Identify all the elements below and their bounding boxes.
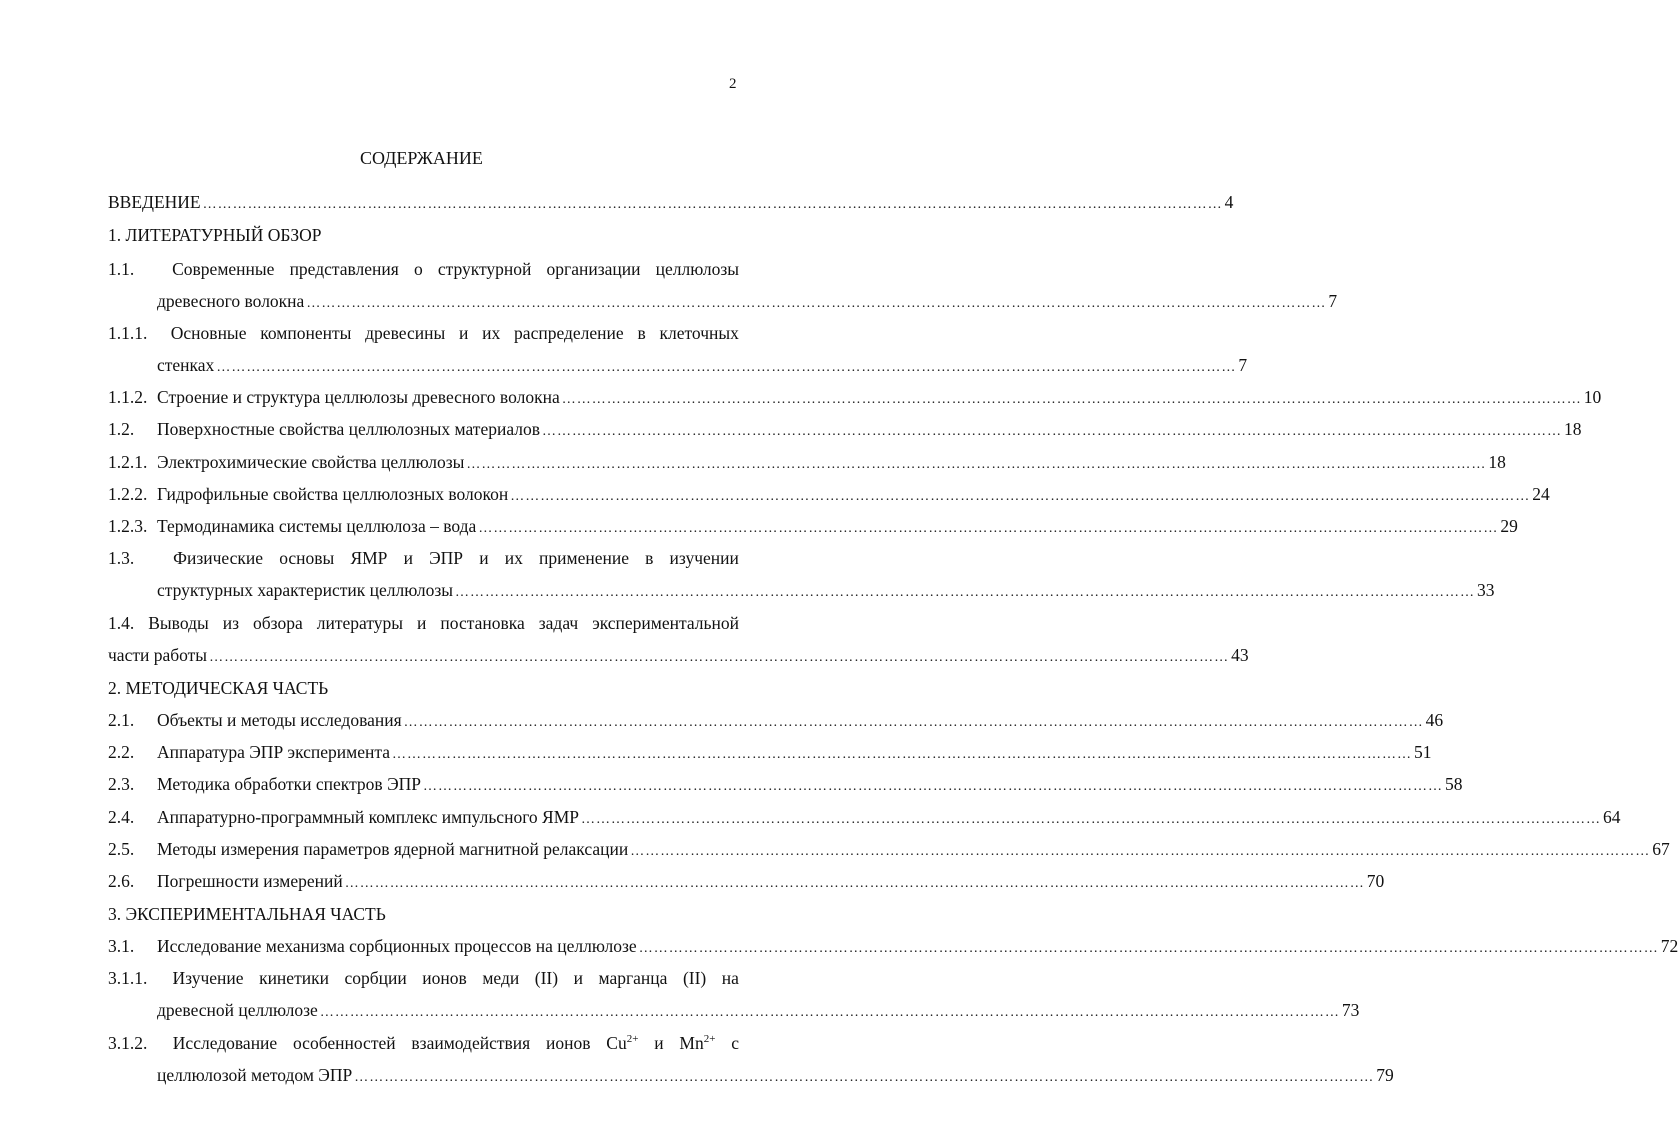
toc-entry-1-3-line2[interactable]: структурных характеристик целлюлозы …………………………………………………………………………………………………………………………………………………………………………………… 33	[157, 580, 1495, 600]
toc-section-number: 1.2.1.	[108, 452, 148, 472]
toc-entry-3-1-1-line2[interactable]: древесной целлюлозе …………………………………………………………………………………………………………………………………………………………………………………… 73	[157, 1000, 1360, 1020]
toc-section-number: 1.1.2.	[108, 387, 148, 407]
page-number: 2	[729, 76, 737, 92]
toc-entry-1-1-line2[interactable]: древесного волокна …………………………………………………………………………………………………………………………………………………………………………………… 7	[157, 291, 1338, 311]
toc-chapter-1[interactable]: 1. ЛИТЕРАТУРНЫЙ ОБЗОР	[108, 225, 322, 245]
toc-section-number: 1.2.	[108, 419, 135, 439]
toc-section-number: 3.1.	[108, 936, 135, 956]
toc-entry-1-2[interactable]: 1.2. Поверхностные свойства целлюлозных материалов …………………………………………………………………………………………………………………………………………………………………………………… 18	[108, 419, 1582, 439]
toc-section-number: 1.2.3.	[108, 516, 148, 536]
toc-section-number: 2.4.	[108, 807, 135, 827]
toc-entry-2-3[interactable]: 2.3. Методика обработки спектров ЭПР …………………………………………………………………………………………………………………………………………………………………………………… 58	[108, 774, 1463, 794]
toc-section-number: 2.3.	[108, 774, 135, 794]
toc-entry-1-2-3[interactable]: 1.2.3. Термодинамика системы целлюлоза – вода …………………………………………………………………………………………………………………………………………………………………………………… 29	[108, 516, 1518, 536]
toc-section-number: 2.6.	[108, 871, 135, 891]
toc-entry-1-1-1-line1[interactable]: 1.1.1. Основные компоненты древесины и их распределение в клеточных	[108, 323, 739, 343]
toc-chapter-2[interactable]: 2. МЕТОДИЧЕСКАЯ ЧАСТЬ	[108, 678, 329, 698]
toc-section-number: 1.3.	[108, 548, 135, 568]
toc-section-number: 1.1.	[108, 259, 135, 279]
toc-section-number: 1.2.2.	[108, 484, 148, 504]
toc-page-number: 70	[1366, 871, 1385, 891]
toc-page-number: 24	[1532, 484, 1550, 504]
toc-entry-3-1-2-line2[interactable]: целлюлозой методом ЭПР …………………………………………………………………………………………………………………………………………………………………………………… 79	[157, 1065, 1394, 1085]
toc-entry-intro[interactable]: ВВЕДЕНИЕ …………………………………………………………………………………………………………………………………………………………………………………… 4	[108, 192, 1234, 212]
toc-page-number: 51	[1414, 742, 1432, 762]
toc-page-number: 4	[1224, 192, 1234, 212]
toc-entry-2-2[interactable]: 2.2. Аппаратура ЭПР эксперимента …………………………………………………………………………………………………………………………………………………………………………………… 51	[108, 742, 1432, 762]
toc-section-number: 2.1.	[108, 710, 135, 730]
toc-page-number: 7	[1328, 291, 1338, 311]
toc-entry-2-5[interactable]: 2.5. Методы измерения параметров ядерной магнитной релаксации …………………………………………………………………………………………………………………………………………………………………………………… 67	[108, 839, 1670, 859]
toc-entry-3-1[interactable]: 3.1. Исследование механизма сорбционных процессов на целлюлозе …………………………………………………………………………………………………………………………………………………………………………………… 72	[108, 936, 1678, 956]
toc-section-number: 1.1.1.	[108, 323, 148, 343]
toc-entry-2-1[interactable]: 2.1. Объекты и методы исследования …………………………………………………………………………………………………………………………………………………………………………………… 46	[108, 710, 1444, 730]
toc-section-number: 3.1.1.	[108, 968, 148, 988]
toc-entry-1-4-line1[interactable]: 1.4. Выводы из обзора литературы и постановка задач экспериментальной	[108, 613, 739, 633]
toc-entry-1-4-line2[interactable]: части работы …………………………………………………………………………………………………………………………………………………………………………………… 43	[108, 645, 1249, 665]
toc-section-number: 3.1.2.	[108, 1033, 148, 1053]
toc-entry-1-3-line1[interactable]: 1.3. Физические основы ЯМР и ЭПР и их применение в изучении	[108, 548, 739, 568]
toc-chapter-3[interactable]: 3. ЭКСПЕРИМЕНТАЛЬНАЯ ЧАСТЬ	[108, 904, 386, 924]
manganese-ion: $Mn^{2+}$	[679, 1033, 716, 1053]
toc-page-number: 64	[1603, 807, 1621, 827]
toc-entry-3-1-1-line1[interactable]: 3.1.1. Изучение кинетики сорбции ионов меди (II) и марганца (II) на	[108, 968, 739, 988]
toc-section-number: 1.4.	[108, 613, 135, 633]
toc-page-number: 46	[1425, 710, 1444, 730]
toc-page-number: 58	[1445, 774, 1463, 794]
toc-page-number: 67	[1652, 839, 1670, 859]
toc-entry-1-1-1-line2[interactable]: стенках …………………………………………………………………………………………………………………………………………………………………………………… 7	[157, 355, 1248, 375]
toc-entry-1-2-2[interactable]: 1.2.2. Гидрофильные свойства целлюлозных волокон …………………………………………………………………………………………………………………………………………………………………………………… 24	[108, 484, 1550, 504]
toc-title: СОДЕРЖАНИЕ	[360, 148, 483, 168]
toc-entry-1-1-2[interactable]: 1.1.2. Строение и структура целлюлозы древесного волокна …………………………………………………………………………………………………………………………………………………………………………………… 10	[108, 387, 1602, 407]
toc-entry-2-4[interactable]: 2.4. Аппаратурно-программный комплекс импульсного ЯМР …………………………………………………………………………………………………………………………………………………………………………………… 64	[108, 807, 1621, 827]
toc-section-number: 2.5.	[108, 839, 135, 859]
toc-page-number: 72	[1660, 936, 1678, 956]
toc-page-number: 18	[1564, 419, 1582, 439]
toc-page-number: 10	[1583, 387, 1602, 407]
toc-entry-2-6[interactable]: 2.6. Погрешности измерений …………………………………………………………………………………………………………………………………………………………………………………… 70	[108, 871, 1385, 891]
toc-page-number: 79	[1376, 1065, 1394, 1085]
toc-page-number: 7	[1238, 355, 1248, 375]
toc-entry-1-1-line1[interactable]: 1.1. Современные представления о структурной организации целлюлозы	[108, 259, 739, 279]
toc-page-number: 29	[1500, 516, 1518, 536]
toc-page-number: 18	[1488, 452, 1506, 472]
toc-entry-1-2-1[interactable]: 1.2.1. Электрохимические свойства целлюлозы …………………………………………………………………………………………………………………………………………………………………………………… 18	[108, 452, 1506, 472]
toc-section-number: 2.2.	[108, 742, 135, 762]
toc-page-number: 33	[1477, 580, 1495, 600]
toc-page-number: 43	[1231, 645, 1249, 665]
copper-ion: $Cu^{2+}$	[606, 1033, 639, 1053]
toc-entry-3-1-2-line1[interactable]: 3.1.2. Исследование особенностей взаимодействия ионов $Cu^{2+}$ и $Mn^{2+}$ с	[108, 1033, 739, 1053]
toc-page-number: 73	[1341, 1000, 1360, 1020]
